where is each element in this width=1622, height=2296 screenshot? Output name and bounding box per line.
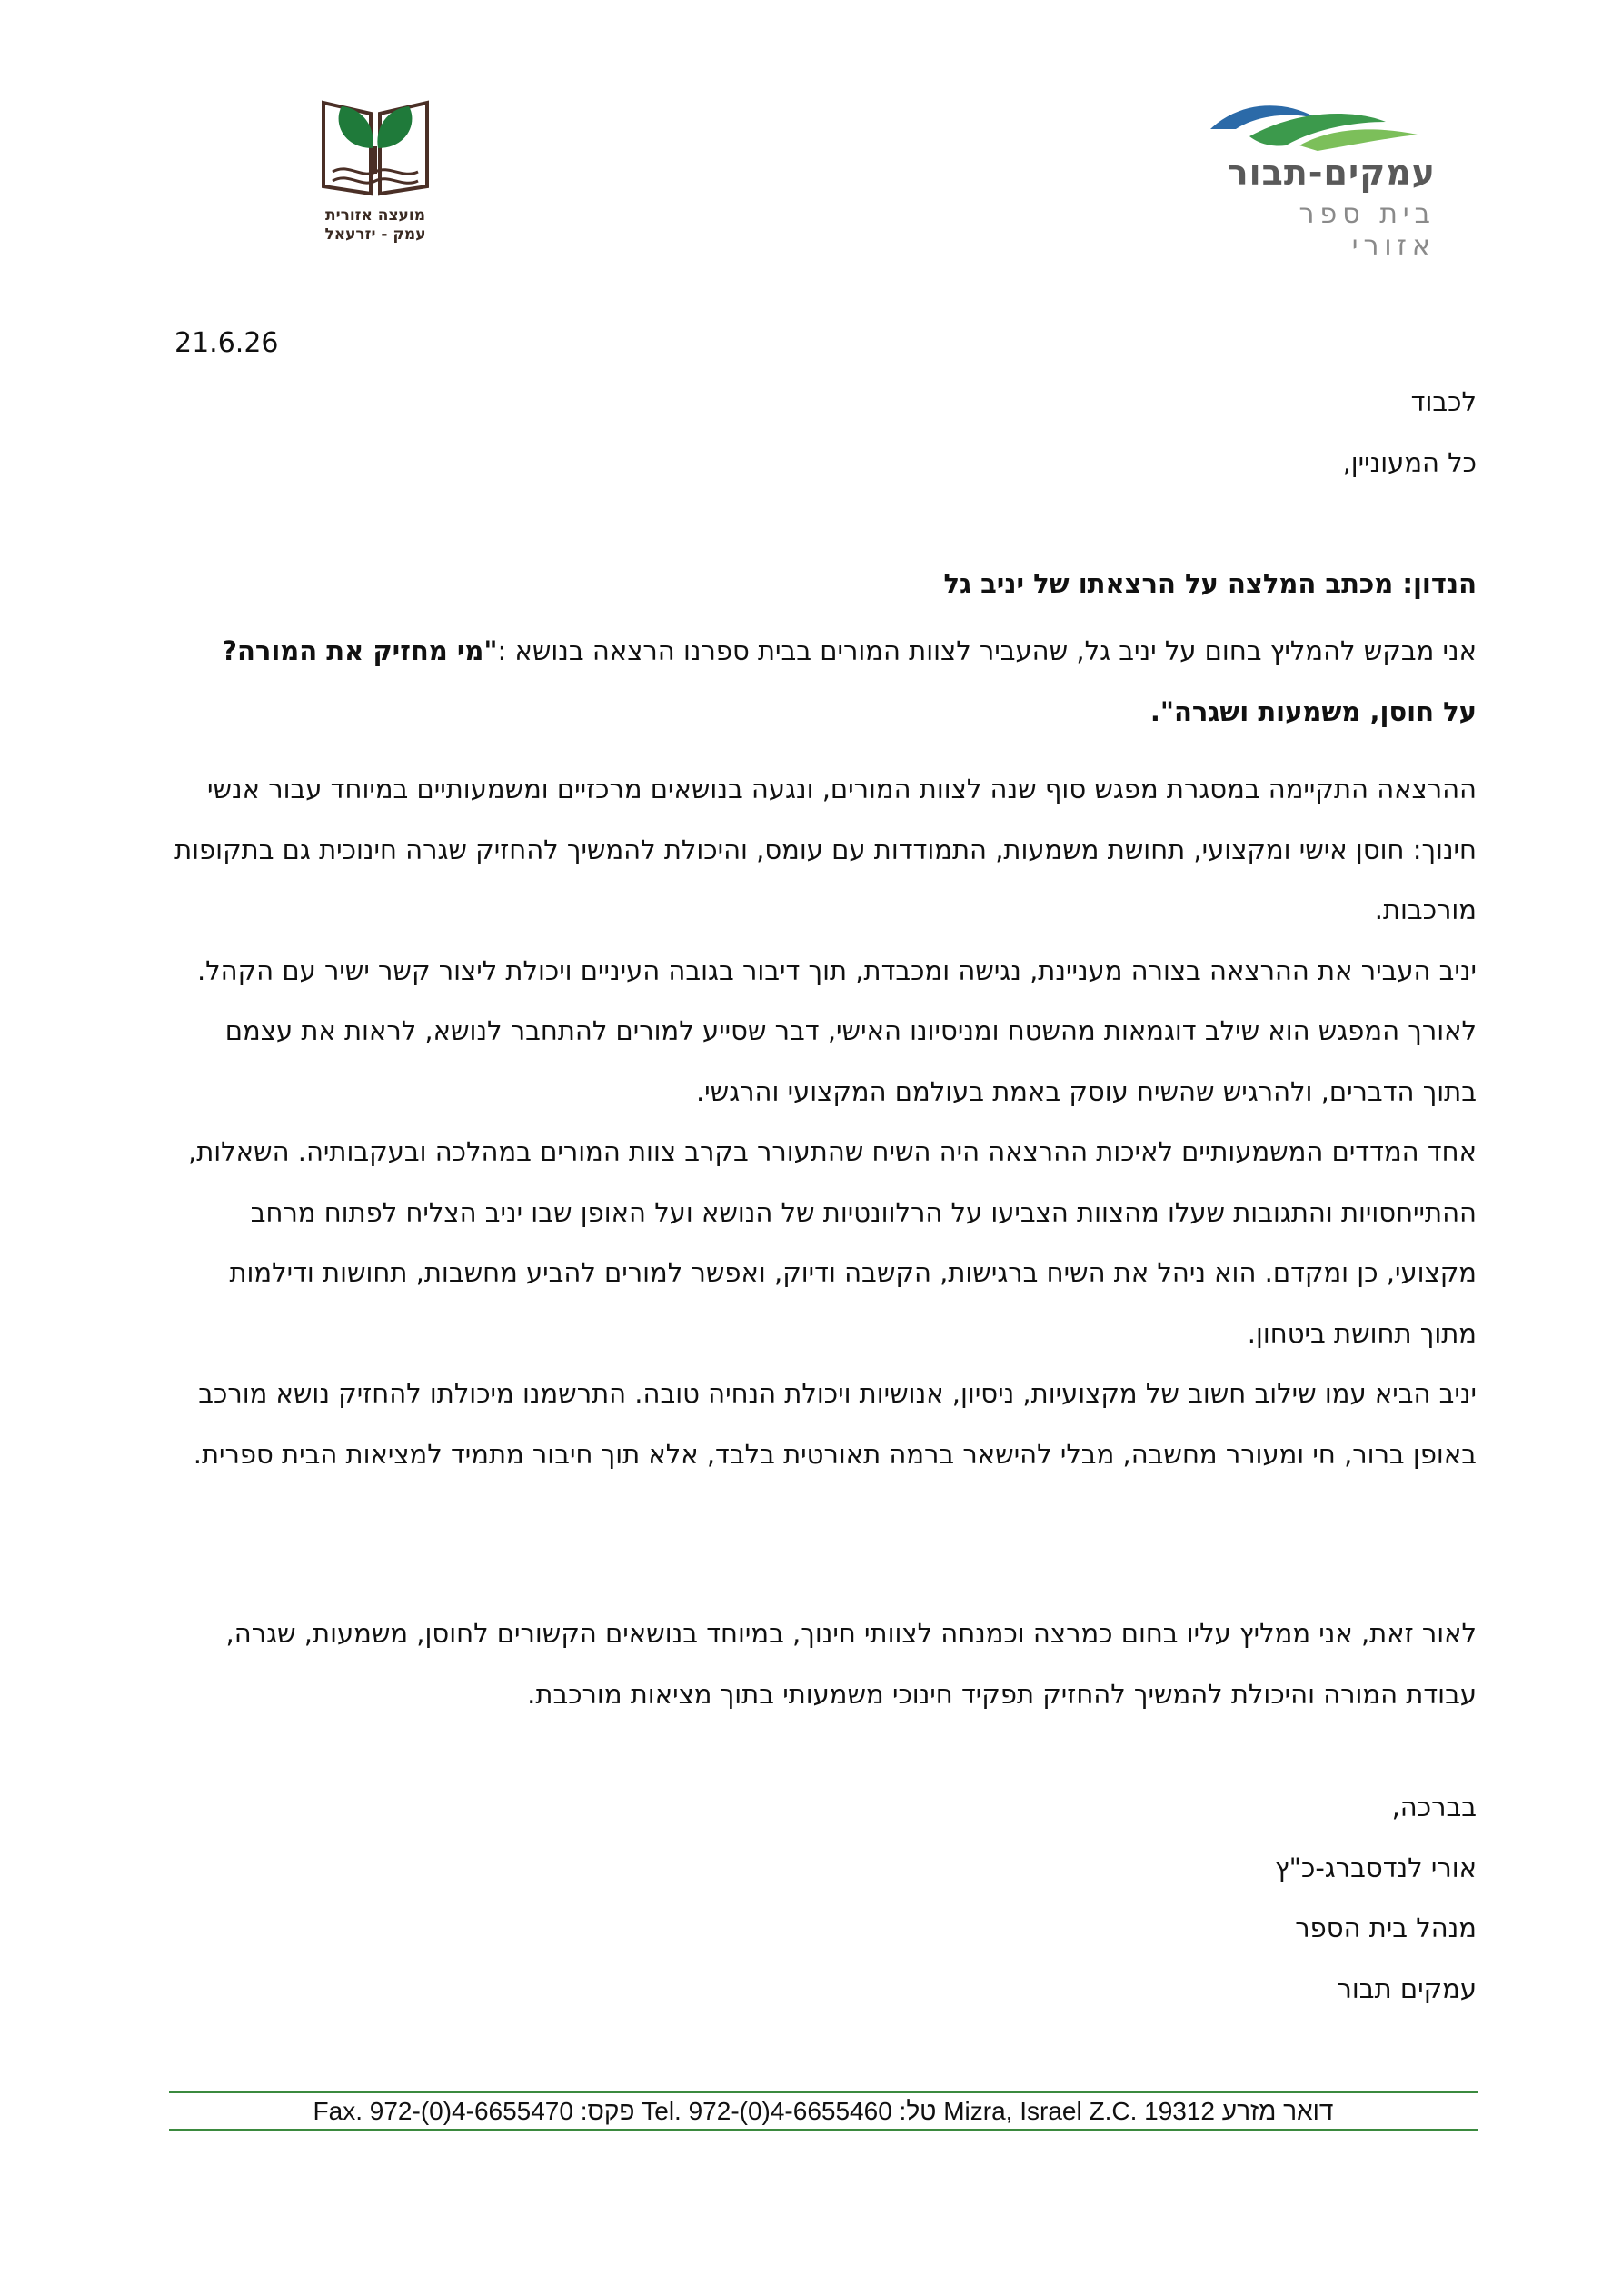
body-paragraph-4: יניב הביא עמו שילוב חשוב של מקצועיות, ניסיון, אנושיות ויכולת הנחיה טובה. התרשמנו מיכולתו להחזיק נושא מורכב באופן ברור, חי ומעורר מחשבה, מבלי להישאר ברמה תאורטית בלבד, אלא תוך חיבור מתמיד למציאות הבית ספרית. [193, 1378, 1477, 1470]
lecture-title-part1: "מי מחזיק את המורה? [222, 635, 498, 666]
letter-subject: הנדון: מכתב המלצה על הרצאתו של יניב גל [943, 568, 1477, 599]
logo-caption-line1: מועצה אזורית [324, 206, 426, 225]
salutation-to: לכבוד [1410, 386, 1477, 417]
signature-role: מנהל בית הספר [1295, 1912, 1477, 1943]
body-paragraph-3: אחד המדדים המשמעותיים לאיכות ההרצאה היה השיח שהתעורר בקרב צוות המורים במהלכה ובעקבותיה. השאלות, ההתייחסויות והתגובות שעלו מהצוות הצביעו על הרלוונטיות של הנושא ועל האופן שבו יניב הצליח לפתוח מרחב מקצועי, כן ומקדם. הוא ניהל את השיח ברגישות, הקשבה ודיוק, ואפשר למורים להביע מחשבות, תחושות ודילמות מתוך תחושת ביטחון. [187, 1136, 1477, 1349]
signature-name: אורי לנדסברג-כ"ץ [1275, 1852, 1477, 1883]
footer-divider-top [169, 2091, 1478, 2093]
intro-text: אני מבקש להמליץ בחום על יניב גל, שהעביר לצוות המורים בבית ספרנו הרצאה בנושא : [497, 635, 1477, 666]
signature-greeting: בברכה, [1391, 1792, 1477, 1822]
signature-block [1275, 1777, 1477, 2019]
body-paragraph-2: יניב העביר את ההרצאה בצורה מעניינת, נגישה ומכבדת, תוך דיבור בגובה העיניים ויכולת ליצור קשר ישיר עם הקהל. לאורך המפגש הוא שילב דוגמאות מהשטח ומניסיונו האישי, דבר שסייע למורים להתחבר לנושא, לראות את עצמם בתוך הדברים, ולהרגיש שהשיח עוסק באמת בעולמם המקצועי והרגשי. [196, 954, 1477, 1107]
logo-caption-line2: עמק - יזרעאל [324, 225, 426, 244]
tree-book-icon [316, 95, 434, 205]
footer-contact: Fax. 972-(0)4-6655470 :פקס Tel. 972-(0)4-6655460 :טל Mizra, Israel Z.C. 19312 דואר מזרע [313, 2097, 1334, 2125]
body-paragraph-1: ההרצאה התקיימה במסגרת מפגש סוף שנה לצוות המורים, ונגעה בנושאים מרכזיים ומשמעותיים במיוחד עבור אנשי חינוך: חוסן אישי ומקצועי, תחושת משמעות, התמודדות עם עומס, והיכולת להמשיך להחזיק שגרה חינוכית גם בתקופות מורכבות. [174, 774, 1477, 925]
letter-date: 21.6.26 [174, 327, 279, 359]
conclusion-paragraph: לאור זאת, אני ממליץ עליו בחום כמרצה וכמנחה לצוותי חינוך, במיוחד בנושאים הקשורים לחוסן, משמעות, שגרה, עבודת המורה והיכולת להמשיך להחזיק תפקיד חינוכי משמעותי בתוך מציאות מורכבת. [225, 1618, 1477, 1710]
intro-paragraph [174, 621, 1477, 742]
logo-caption [316, 206, 434, 245]
lecture-title-part2: על חוסן, משמעות ושגרה". [1149, 695, 1477, 727]
school-logo [1199, 91, 1445, 262]
letter-body [174, 759, 1477, 1484]
regional-council-logo [316, 95, 434, 250]
salutation-whom: כל המעוניין, [1342, 447, 1477, 478]
waves-icon [1199, 91, 1445, 155]
school-subtitle: בית ספר אזורי [1299, 198, 1436, 262]
signature-school: עמקים תבור [1337, 1972, 1477, 2004]
footer-divider-bottom [169, 2129, 1478, 2131]
school-name: עמקים-תבור [1227, 153, 1436, 193]
